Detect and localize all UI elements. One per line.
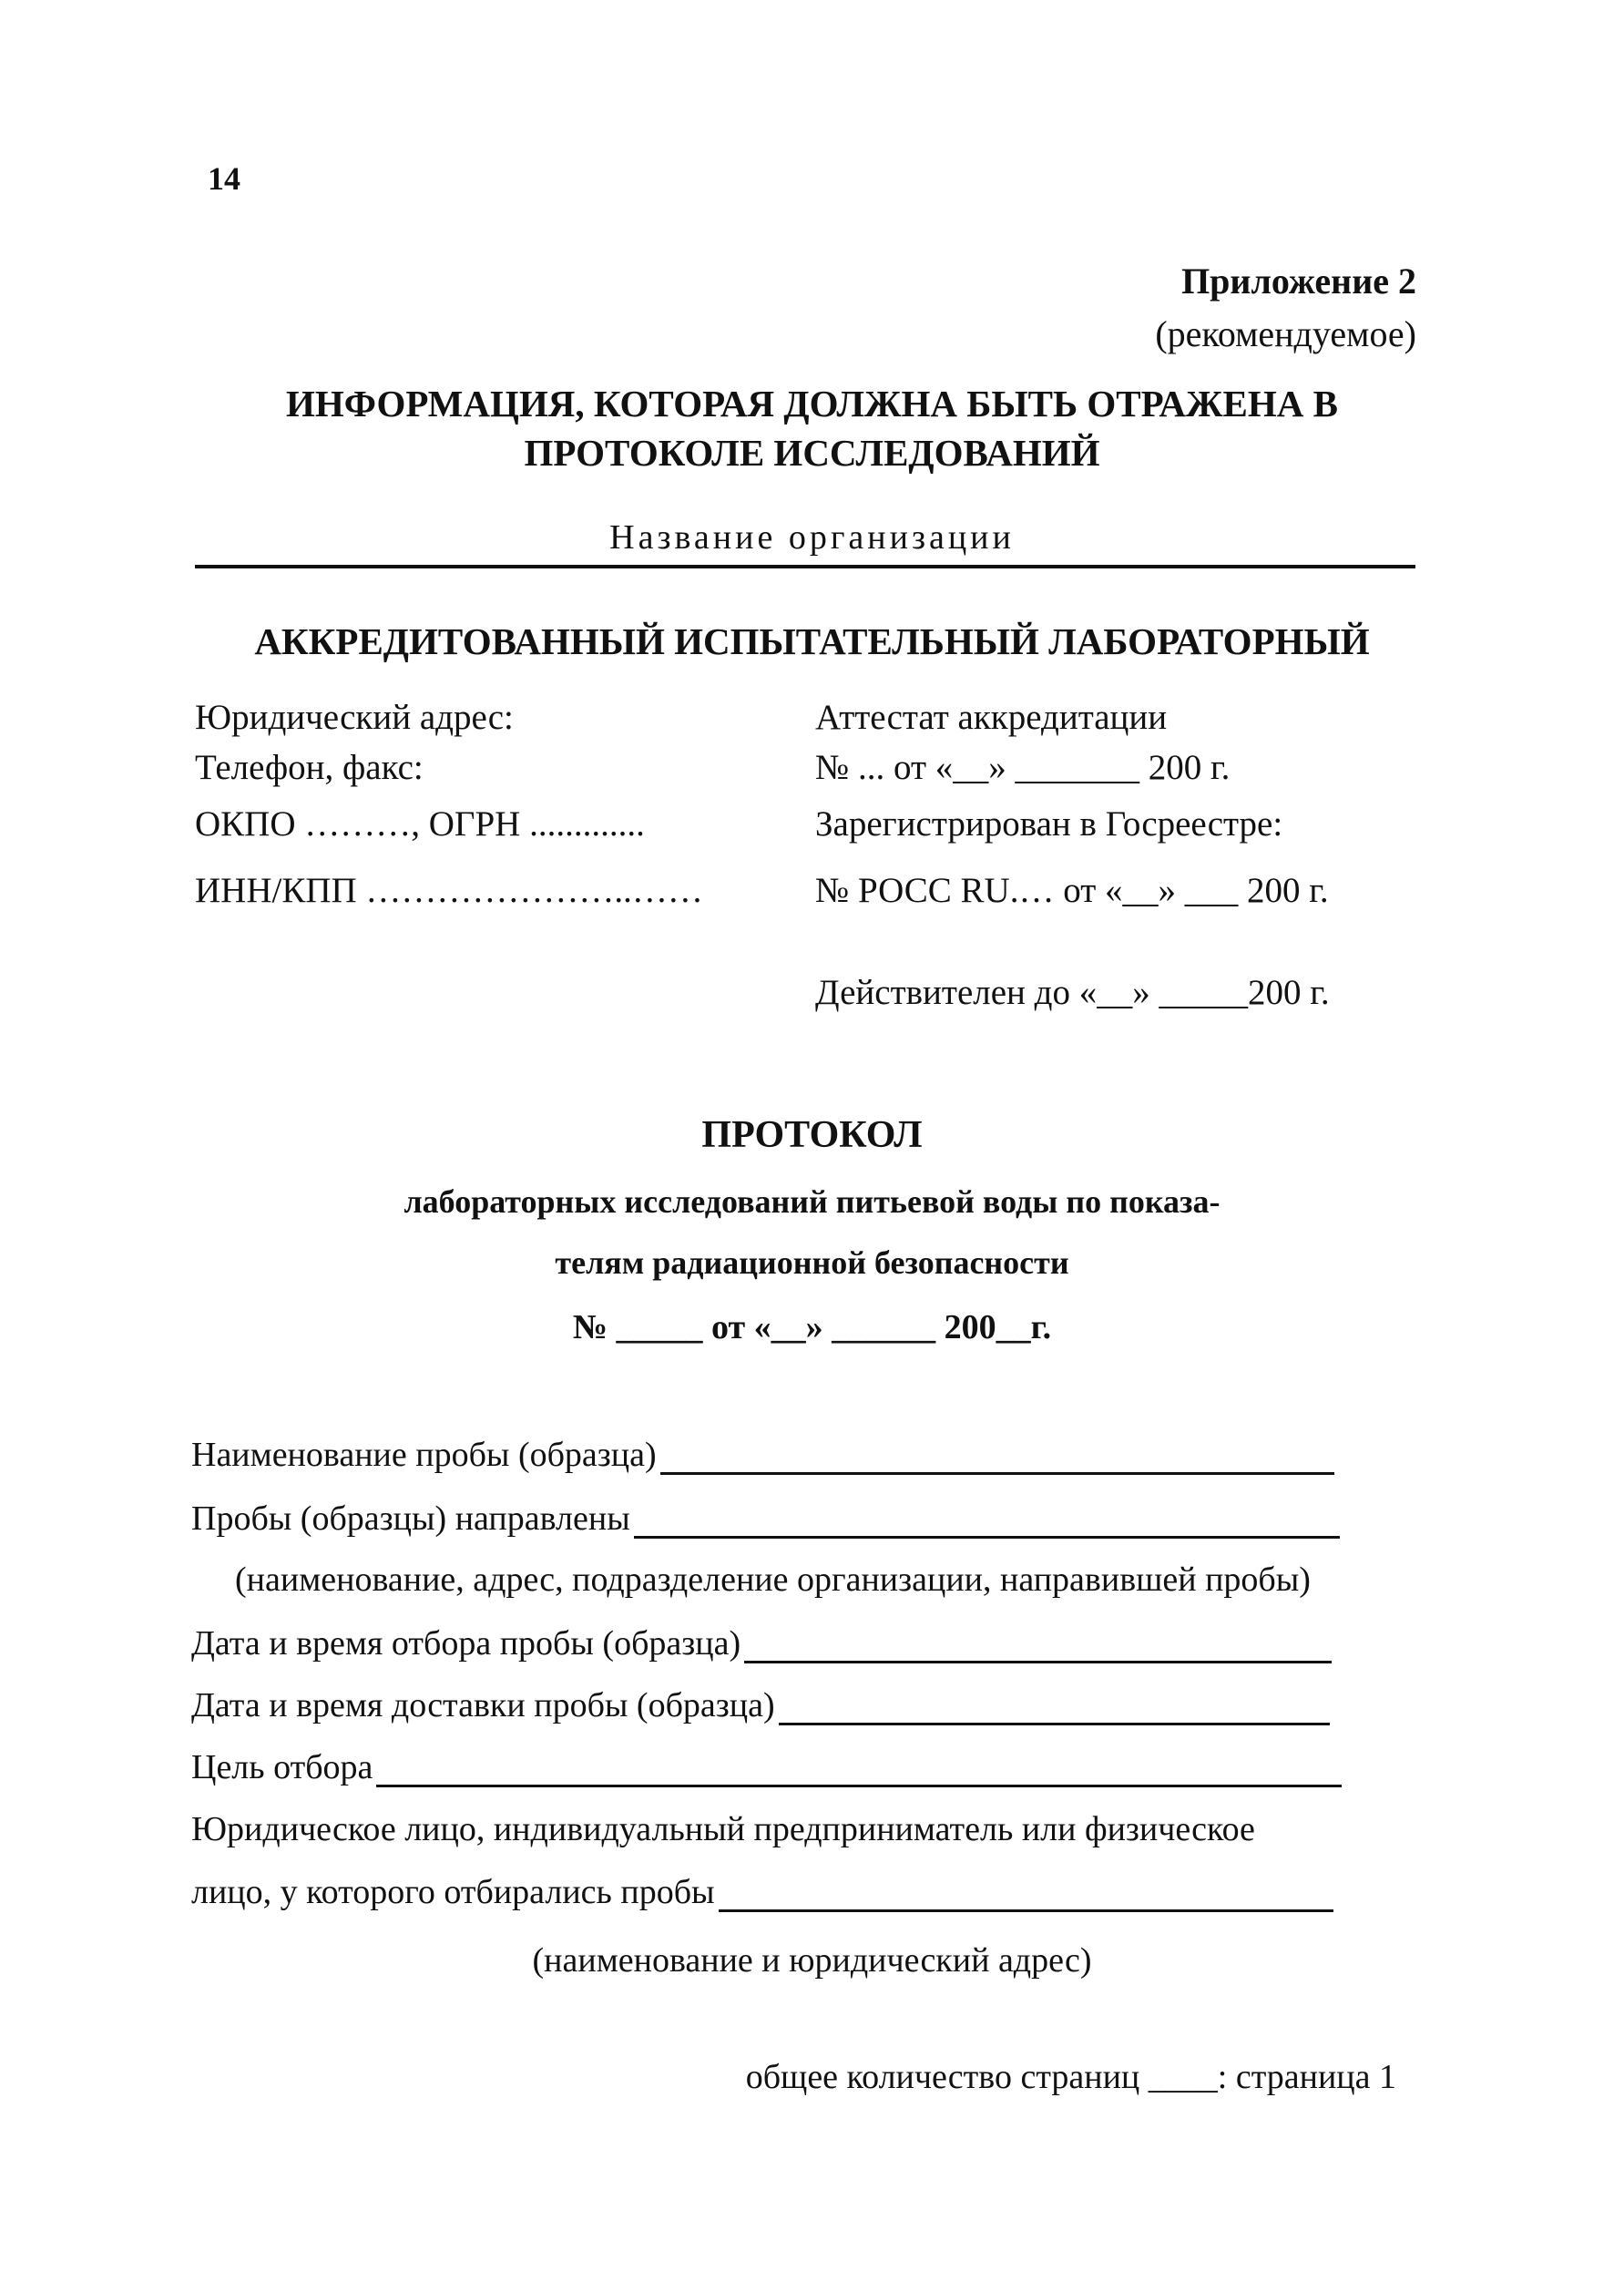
delivery-datetime-row (191, 1685, 1330, 1725)
sampling-datetime-field[interactable] (744, 1630, 1332, 1663)
entity-row (191, 1872, 1333, 1912)
registered-label: Зарегистрирован в Госреестре: (815, 804, 1283, 844)
entity-label-line2: лицо, у которого отбирались пробы (191, 1873, 715, 1911)
page-number: 14 (208, 160, 240, 197)
protocol-title: ПРОТОКОЛ (701, 1114, 923, 1156)
protocol-subtitle-line2: телям радиационной безопасности (555, 1244, 1069, 1281)
organization-underline (195, 565, 1415, 568)
sample-name-row (191, 1435, 1334, 1475)
accreditation-label: Аттестат аккредитации (815, 698, 1168, 737)
sample-name-field[interactable] (660, 1441, 1334, 1475)
protocol-number: № _____ от «__» ______ 200__г. (572, 1308, 1052, 1346)
sampling-datetime-label: Дата и время отбора пробы (образца) (191, 1624, 741, 1663)
okpo-ogrn-label: ОКПО ………, ОГРН ............. (195, 804, 645, 844)
accreditation-number: № ... от «__» _______ 200 г. (815, 748, 1231, 787)
entity-hint: (наименование и юридический адрес) (532, 1941, 1092, 1980)
entity-field[interactable] (719, 1878, 1333, 1912)
purpose-row (191, 1747, 1342, 1787)
laboratory-title: АККРЕДИТОВАННЫЙ ИСПЫТАТЕЛЬНЫЙ ЛАБОРАТОРНЫЙ (254, 620, 1370, 662)
entity-label-line1: Юридическое лицо, индивидуальный предприниматель или физическое (191, 1810, 1255, 1848)
purpose-field[interactable] (376, 1754, 1342, 1787)
annex-title: Приложение 2 (1181, 261, 1416, 302)
sent-by-row (191, 1499, 1340, 1539)
sampling-datetime-row (191, 1623, 1332, 1663)
protocol-subtitle-line1: лабораторных исследований питьевой воды по показа- (403, 1183, 1221, 1220)
delivery-datetime-field[interactable] (779, 1692, 1330, 1725)
delivery-datetime-label: Дата и время доставки пробы (образца) (191, 1686, 775, 1724)
inn-kpp-label: ИНН/КПП …………………..…… (195, 871, 703, 910)
main-heading-line2: ПРОТОКОЛЕ ИССЛЕДОВАНИЙ (524, 432, 1100, 474)
sent-by-label: Пробы (образцы) направлены (191, 1499, 630, 1538)
legal-address-label: Юридический адрес: (195, 698, 514, 737)
pages-total: общее количество страниц ____: страница 1 (745, 2058, 1396, 2096)
annex-subtitle: (рекомендуемое) (1155, 313, 1416, 354)
annex-block (1155, 255, 1416, 361)
sample-name-label: Наименование пробы (образца) (191, 1436, 657, 1474)
valid-until: Действителен до «__» _____200 г. (815, 973, 1330, 1012)
organization-name-label: Название организации (609, 518, 1015, 557)
sent-by-field[interactable] (634, 1505, 1340, 1539)
main-heading-line1: ИНФОРМАЦИЯ, КОТОРАЯ ДОЛЖНА БЫТЬ ОТРАЖЕНА В (285, 383, 1338, 425)
phone-fax-label: Телефон, факс: (195, 748, 424, 787)
sent-by-hint: (наименование, адрес, подразделение организации, направившей пробы) (235, 1561, 1311, 1599)
purpose-label: Цель отбора (191, 1748, 373, 1786)
registry-number: № РОСС RU.… от «__» ___ 200 г. (815, 871, 1329, 910)
